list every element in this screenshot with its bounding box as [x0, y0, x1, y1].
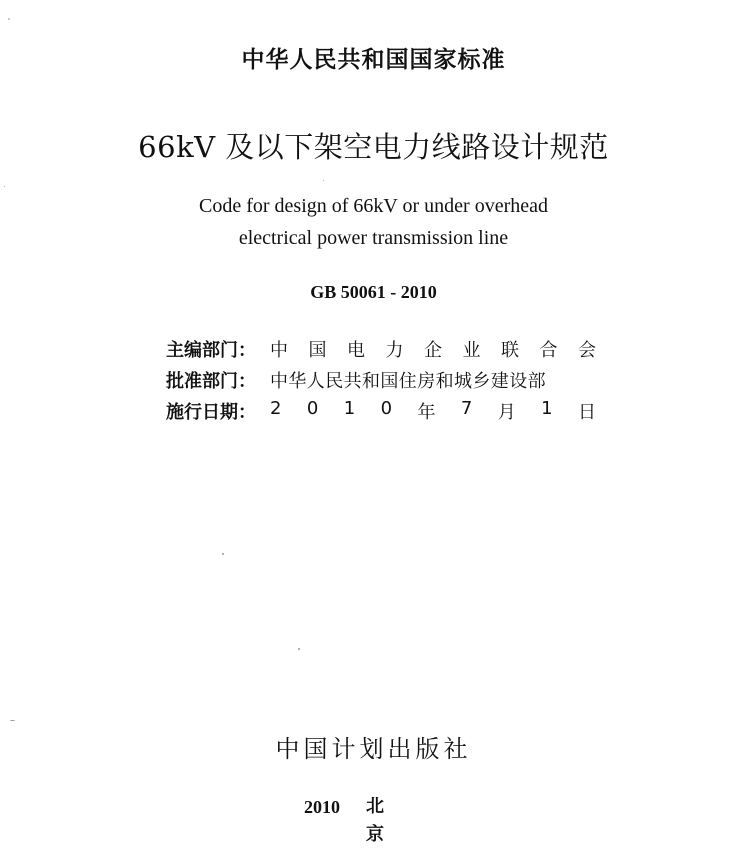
scan-speck: [298, 648, 300, 650]
approver-value: 中华人民共和国住房和城乡建设部: [270, 370, 546, 392]
editor-char: 电: [347, 339, 365, 361]
effective-date-value: [270, 398, 596, 424]
editor-char: 联: [501, 339, 519, 361]
publication-year: 2010: [304, 797, 340, 817]
approver-row: [166, 364, 596, 395]
scan-speck: [10, 720, 15, 721]
date-char: 月: [497, 401, 516, 423]
document-title-chinese: 66kV 及以下架空电力线路设计规范: [138, 130, 609, 164]
date-char: 日: [577, 401, 596, 423]
approver-label: 批准部门：: [166, 370, 256, 392]
effective-date-label: 施行日期：: [166, 401, 256, 423]
date-char: 1: [541, 397, 553, 419]
editor-char: 中: [270, 339, 288, 361]
editor-char: 国: [308, 339, 327, 361]
publication-place-year: [300, 793, 460, 845]
standard-number: GB 50061 - 2010: [310, 282, 437, 302]
date-char: 2: [270, 397, 282, 419]
editor-char: 企: [424, 339, 442, 361]
date-char: 0: [380, 397, 393, 419]
editor-char: 力: [385, 339, 404, 361]
editor-char: 业: [462, 339, 481, 361]
publisher-name: 中国计划出版社: [275, 735, 472, 763]
document-info-block: [166, 333, 596, 426]
editor-char: 会: [578, 339, 596, 361]
editor-label: 主编部门：: [166, 339, 256, 361]
scan-speck: [4, 186, 5, 187]
document-title-english: [0, 190, 747, 254]
scan-speck: [323, 180, 324, 181]
editor-row: [166, 333, 596, 364]
date-char: 年: [417, 401, 436, 423]
effective-date-row: [166, 395, 596, 426]
date-char: 1: [343, 397, 356, 419]
editor-char: 合: [539, 339, 558, 361]
date-char: 7: [460, 397, 473, 419]
publication-city: 北京: [366, 796, 424, 845]
scan-mark: [8, 18, 10, 20]
date-char: 0: [306, 397, 319, 419]
standard-category-heading: 中华人民共和国国家标准: [241, 47, 506, 73]
english-title-line-2: electrical power transmission line: [238, 227, 509, 249]
editor-value: [270, 336, 596, 362]
english-title-line-1: Code for design of 66kV or under overhead: [199, 195, 548, 217]
scan-speck: [222, 553, 224, 555]
